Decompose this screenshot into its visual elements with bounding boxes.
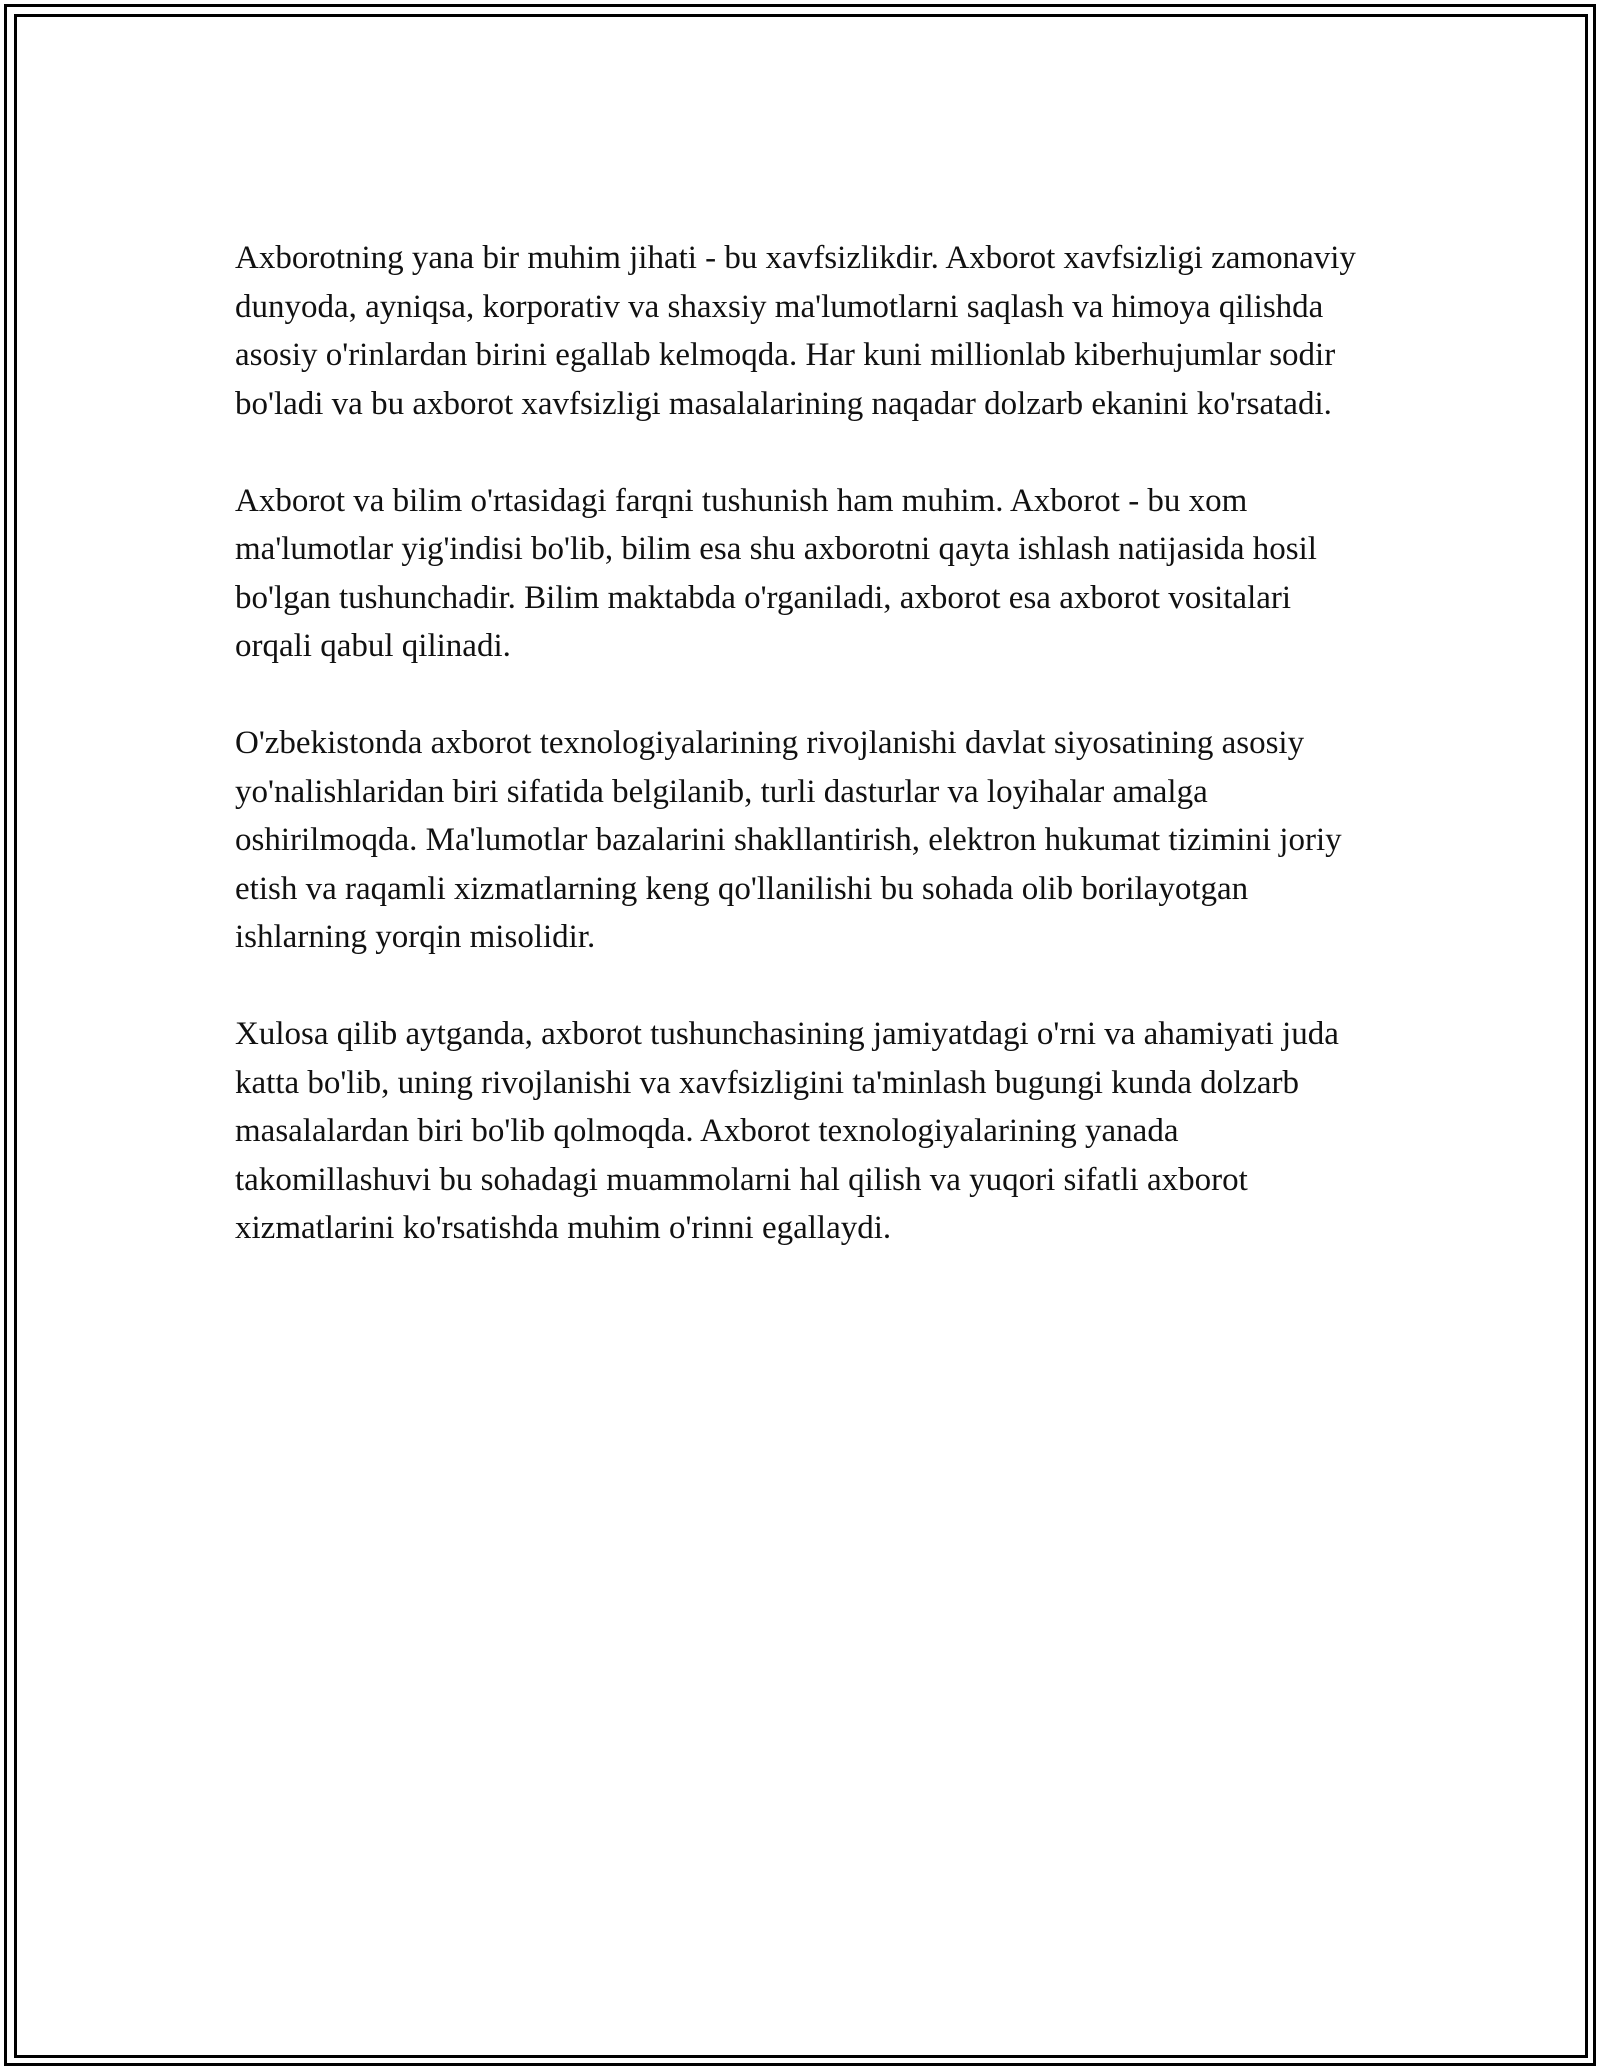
paragraph-information-vs-knowledge: Axborot va bilim o'rtasidagi farqni tushunish ham muhim. Axborot - bu xom ma'lumotlar yig'indisi bo'lib, bilim esa shu axborotni qayta ishlash natijasida hosil bo'lgan tushunchadir. Bilim maktabda o'rganiladi, axborot esa axborot vositalari orqali qabul qilinadi. [235, 482, 1317, 664]
document-body [235, 234, 1375, 1301]
paragraph-security: Axborotning yana bir muhim jihati - bu xavfsizlikdir. Axborot xavfsizligi zamonaviy dunyoda, ayniqsa, korporativ va shaxsiy ma'lumotlarni saqlash va himoya qilishda asosiy o'rinlardan birini egallab kelmoqda. Har kuni millionlab kiberhujumlar sodir bo'ladi va bu axborot xavfsizligi masalalarining naqadar dolzarb ekanini ko'rsatadi. [235, 240, 1356, 422]
paragraph-uzbekistan-it: O'zbekistonda axborot texnologiyalarining rivojlanishi davlat siyosatining asosiy yo'nalishlaridan biri sifatida belgilanib, turli dasturlar va loyihalar amalga oshirilmoqda. Ma'lumotlar bazalarini shakllantirish, elektron hukumat tizimini joriy etish va raqamli xizmatlarning keng qo'llanilishi bu sohada olib borilayotgan ishlarning yorqin misolidir. [235, 725, 1342, 955]
paragraph-conclusion: Xulosa qilib aytganda, axborot tushunchasining jamiyatdagi o'rni va ahamiyati juda katta bo'lib, uning rivojlanishi va xavfsizligini ta'minlash bugungi kunda dolzarb masalalardan biri bo'lib qolmoqda. Axborot texnologiyalarining yanada takomillashuvi bu sohadagi muammolarni hal qilish va yuqori sifatli axborot xizmatlarini ko'rsatishda muhim o'rinni egallaydi. [235, 1016, 1339, 1246]
